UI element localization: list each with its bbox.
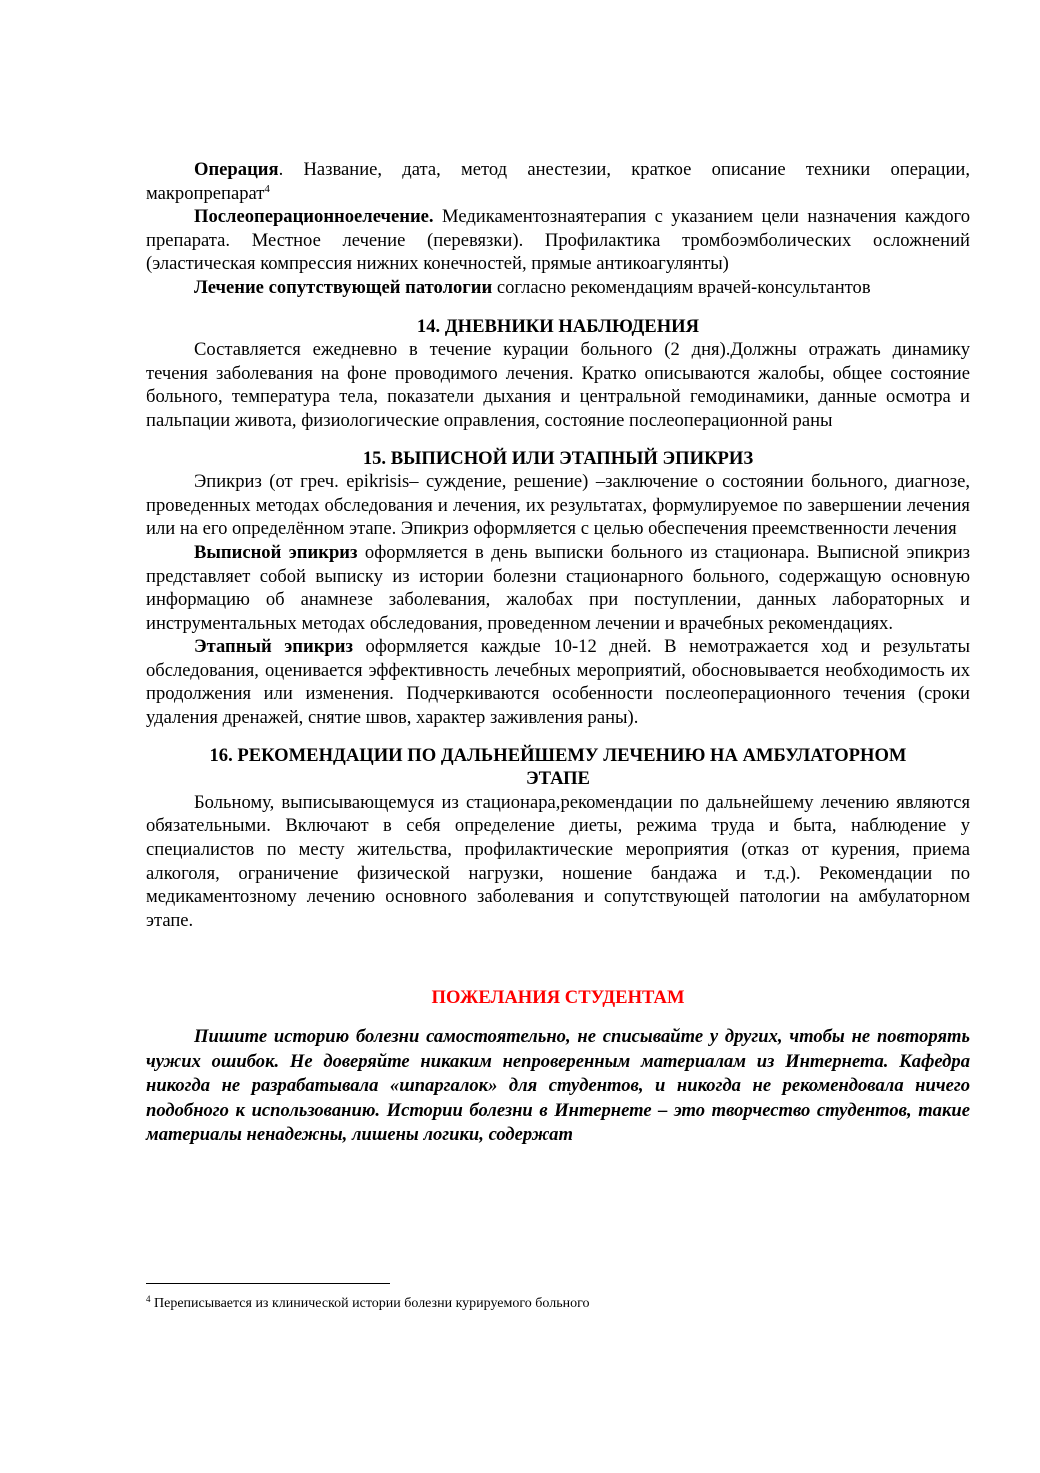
operation-text: . Название, дата, метод анестезии, краткое описание техники операции, макропрепарат [146, 159, 970, 204]
spacer [146, 300, 970, 315]
discharge-epicrisis-paragraph [146, 541, 970, 635]
postop-paragraph [146, 205, 970, 276]
postop-text: Медикаментознаятерапия с указанием цели назначения каждого препарата. Местное лечение (перевязки). Профилактика тромбоэмболических осложнений (эластическая компрессия нижних конечностей, прямые антикоагулянты) [146, 206, 970, 275]
discharge-epicrisis-label: Выписной эпикриз [194, 541, 358, 563]
comorbid-text: согласно рекомендациям врачей-консультантов [492, 276, 871, 298]
discharge-epicrisis-text: оформляется в день выписки больного из стационара. Выписной эпикриз представляет собой выписку из истории болезни стационарного больного, содержащую основную информацию об анамнезе заболевания, жалобах при поступлении, данных лабораторных и инструментальных методах обследования, проведенном лечении и врачебных рекомендациях. [146, 541, 971, 634]
section-14-text: Составляется ежедневно в течение курации больного (2 дня).Должны отражать динамику течения заболевания на фоне проводимого лечения. Кратко описываются жалобы, общее состояние больного, температура тела, показатели дыхания и центральной гемодинамики, данные осмотра и пальпации живота, физиологические оправления, состояние послеоперационной раны [146, 339, 970, 431]
section-16-title [146, 744, 970, 791]
stage-epicrisis-label: Этапный эпикриз [194, 636, 353, 658]
section-16-text: Больному, выписывающемуся из стационара,рекомендации по дальнейшему лечению являются обязательными. Включают в себя определение диеты, режима труда и быта, наблюдение у специалистов по месту жительства, профилактические мероприятия (отказ от курения, приема алкоголя, ограничение физической нагрузки, ношение бандажа и т.д.). Рекомендации по медикаментозному лечению основного заболевания и сопутствующей патологии на амбулаторном этапе. [146, 791, 970, 931]
stage-epicrisis-text: оформляется каждые 10-12 дней. В немотражается ход и результаты обследования, оценивается эффективность лечебных мероприятий, обосновывается необходимость их продолжения или изменения. Подчеркиваются особенности послеоперационного течения (сроки удаления дренажей, снятие швов, характер заживления раны). [146, 636, 970, 729]
comorbid-label: Лечение сопутствующей патологии [194, 276, 493, 298]
footnote-separator [146, 1283, 390, 1284]
footnote-reference[interactable]: 4 [264, 182, 270, 195]
section-15-title: 15. ВЫПИСНОЙ ИЛИ ЭТАПНЫЙ ЭПИКРИЗ [362, 447, 754, 469]
footnote-number: 4 [146, 1294, 151, 1304]
section-16-title-line1: 16. РЕКОМЕНДАЦИИ ПО ДАЛЬНЕЙШЕМУ ЛЕЧЕНИЮ НА АМБУЛАТОРНОМ [209, 744, 907, 766]
footnote-text: Переписывается из клинической истории болезни курируемого больного [150, 1296, 590, 1311]
postop-label: Послеоперационноелечение. [194, 206, 434, 228]
wishes-text: Пишите историю болезни самостоятельно, не списывайте у других, чтобы не повторять чужих ошибок. Не доверяйте никаким непроверенным материалам из Интернета. Кафедра никогда не разрабатывала «шпаргалок» для студентов, и никогда не рекомендовала ничего подобного к использованию. Истории болезни в Интернете – это творчество студентов, такие материалы ненадежны, лишены логики, содержат [146, 1026, 970, 1145]
operation-label: Операция [194, 159, 279, 180]
section-16-title-line2: ЭТАПЕ [526, 768, 590, 790]
footnote [146, 1295, 589, 1313]
operation-paragraph [146, 158, 970, 205]
spacer [146, 932, 970, 986]
comorbid-paragraph [146, 276, 970, 300]
section-15-intro: Эпикриз (от греч. epikrisis– суждение, решение) –заключение о состоянии больного, диагнозе, проведенных методах обследования и лечения, их результатах, формулируемое по завершении лечения или на его определённом этапе. Эпикриз оформляется с целью обеспечения преемственности лечения [146, 471, 970, 540]
document-body [146, 158, 970, 1148]
spacer [146, 730, 970, 744]
stage-epicrisis-paragraph [146, 635, 970, 729]
section-14-title: 14. ДНЕВНИКИ НАБЛЮДЕНИЯ [416, 315, 700, 337]
wishes-title: ПОЖЕЛАНИЯ СТУДЕНТАМ [431, 987, 685, 1009]
spacer [146, 1010, 970, 1025]
spacer [146, 433, 970, 447]
